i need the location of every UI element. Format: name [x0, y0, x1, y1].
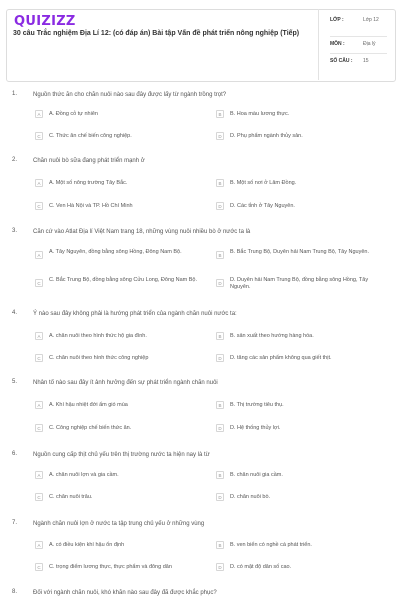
meta-separator [330, 36, 387, 37]
class-value: Lớp 12 [363, 17, 379, 23]
option-text: A. Đồng cỏ tự nhiên [49, 111, 98, 117]
question-number: 6. [12, 451, 18, 457]
quizizz-logo: QUIZIZZ [14, 14, 76, 29]
option-letter: C [35, 493, 43, 501]
option-letter: A [35, 251, 43, 259]
option-text: B. Một số nơi ở Lâm Đồng. [230, 180, 297, 186]
option-text: D. Phụ phẩm ngành thủy sản. [230, 133, 303, 139]
question-text: Nguồn thức ăn cho chăn nuôi nào sau đây được lấy từ ngành trồng trọt? [33, 92, 227, 98]
option-text: A. Tây Nguyên, đồng bằng sông Hồng, Đông Nam Bộ. [49, 249, 182, 255]
option-text: A. chăn nuôi lợn và gia cầm. [49, 472, 119, 478]
question-text: Căn cứ vào Atlat Địa lí Việt Nam trang 18, những vùng nuôi nhiều bò ở nước ta là [33, 229, 251, 235]
option-letter: C [35, 202, 43, 210]
option-letter: C [35, 354, 43, 362]
option-letter: A [35, 541, 43, 549]
option-letter: D [216, 132, 224, 140]
question-number: 7. [12, 520, 18, 526]
option-text: C. chăn nuôi theo hình thức công nghiệp [49, 355, 149, 361]
option-letter: D [216, 563, 224, 571]
option-letter: D [216, 493, 224, 501]
question-text: Nhân tố nào sau đây ít ảnh hưởng đến sự phát triển ngành chăn nuôi [33, 380, 218, 386]
option-letter: B [216, 401, 224, 409]
question-number: 2. [12, 157, 18, 163]
option-letter: B [216, 471, 224, 479]
option-letter: B [216, 110, 224, 118]
option-letter: D [216, 279, 224, 287]
option-letter: C [35, 132, 43, 140]
option-text: D. chăn nuôi bò. [230, 494, 271, 500]
option-letter: D [216, 424, 224, 432]
option-letter: A [35, 471, 43, 479]
option-letter: A [35, 179, 43, 187]
option-letter: B [216, 332, 224, 340]
option-letter: B [216, 541, 224, 549]
question-text: Ngành chăn nuôi lợn ở nước ta tập trung chủ yếu ở những vùng [33, 521, 205, 527]
option-letter: C [35, 424, 43, 432]
option-letter: A [35, 332, 43, 340]
option-letter: C [35, 563, 43, 571]
option-text: B. ven biển có nghề cá phát triển. [230, 542, 312, 548]
option-text: D. Các tỉnh ở Tây Nguyên. [230, 203, 295, 209]
class-label: LỚP : [330, 17, 344, 23]
option-letter: D [216, 354, 224, 362]
page-title: 30 câu Trắc nghiệm Địa Lí 12: (có đáp án) Bài tập Vấn đề phát triển nông nghiệp (Tiếp) [13, 30, 300, 37]
option-text: A. Một số nông trường Tây Bắc. [49, 180, 128, 186]
question-number: 5. [12, 379, 18, 385]
option-text: B. Hoa màu lương thực. [230, 111, 290, 117]
option-text: C. Thức ăn chế biến công nghiệp. [49, 133, 132, 139]
question-number: 4. [12, 310, 18, 316]
option-text: C. Ven Hà Nội và TP. Hồ Chí Minh [49, 203, 133, 209]
option-text: D. Duyên hải Nam Trung Bộ, đồng bằng sông Hồng, Tây Nguyên. [230, 277, 369, 290]
option-text: B. Bắc Trung Bộ, Duyên hải Nam Trung Bộ, Tây Nguyên. [230, 249, 369, 255]
option-text: C. Công nghiệp chế biến thức ăn. [49, 425, 132, 431]
option-letter: B [216, 251, 224, 259]
option-letter: B [216, 179, 224, 187]
count-value: 15 [363, 58, 369, 64]
option-letter: A [35, 110, 43, 118]
question-text: Nguồn cung cấp thịt chủ yếu trên thị trường nước ta hiện nay là từ [33, 452, 210, 458]
count-label: SỐ CÂU : [330, 58, 353, 64]
option-text: C. Bắc Trung Bộ, đồng bằng sông Cửu Long, Đông Nam Bộ. [49, 277, 197, 283]
option-text: B. sản xuất theo hướng hàng hóa. [230, 333, 314, 339]
option-text: C. chăn nuôi trâu. [49, 494, 93, 500]
option-text: A. chăn nuôi theo hình thức hộ gia đình. [49, 333, 147, 339]
option-text: D. tăng các sản phẩm không qua giết thịt. [230, 355, 332, 361]
option-text: A. có điều kiện khí hậu ổn định [49, 542, 125, 548]
option-text: D. có mật độ dân số cao. [230, 564, 292, 570]
option-text: B. Thị trường tiêu thụ. [230, 402, 284, 408]
meta-separator [330, 53, 387, 54]
subject-label: MÔN : [330, 41, 345, 47]
header-divider [318, 9, 319, 80]
question-text: Ý nào sau đây không phải là hướng phát triển của ngành chăn nuôi nước ta: [33, 311, 237, 317]
question-text: Đối với ngành chăn nuôi, khó khăn nào sau đây đã được khắc phục? [33, 590, 217, 596]
option-text: B. chăn nuôi gia cầm. [230, 472, 283, 478]
question-text: Chăn nuôi bò sữa đang phát triển mạnh ở [33, 158, 145, 164]
question-number: 3. [12, 228, 18, 234]
option-letter: D [216, 202, 224, 210]
option-text: D. Hệ thống thủy lợi. [230, 425, 281, 431]
subject-value: Địa lý [363, 41, 376, 47]
option-letter: C [35, 279, 43, 287]
option-text: C. trọng điểm lương thực, thực phẩm và đông dân [49, 564, 172, 570]
question-number: 1. [12, 91, 18, 97]
option-text: A. Khí hậu nhiệt đới ẩm gió mùa [49, 402, 128, 408]
option-letter: A [35, 401, 43, 409]
question-number: 8. [12, 589, 18, 595]
